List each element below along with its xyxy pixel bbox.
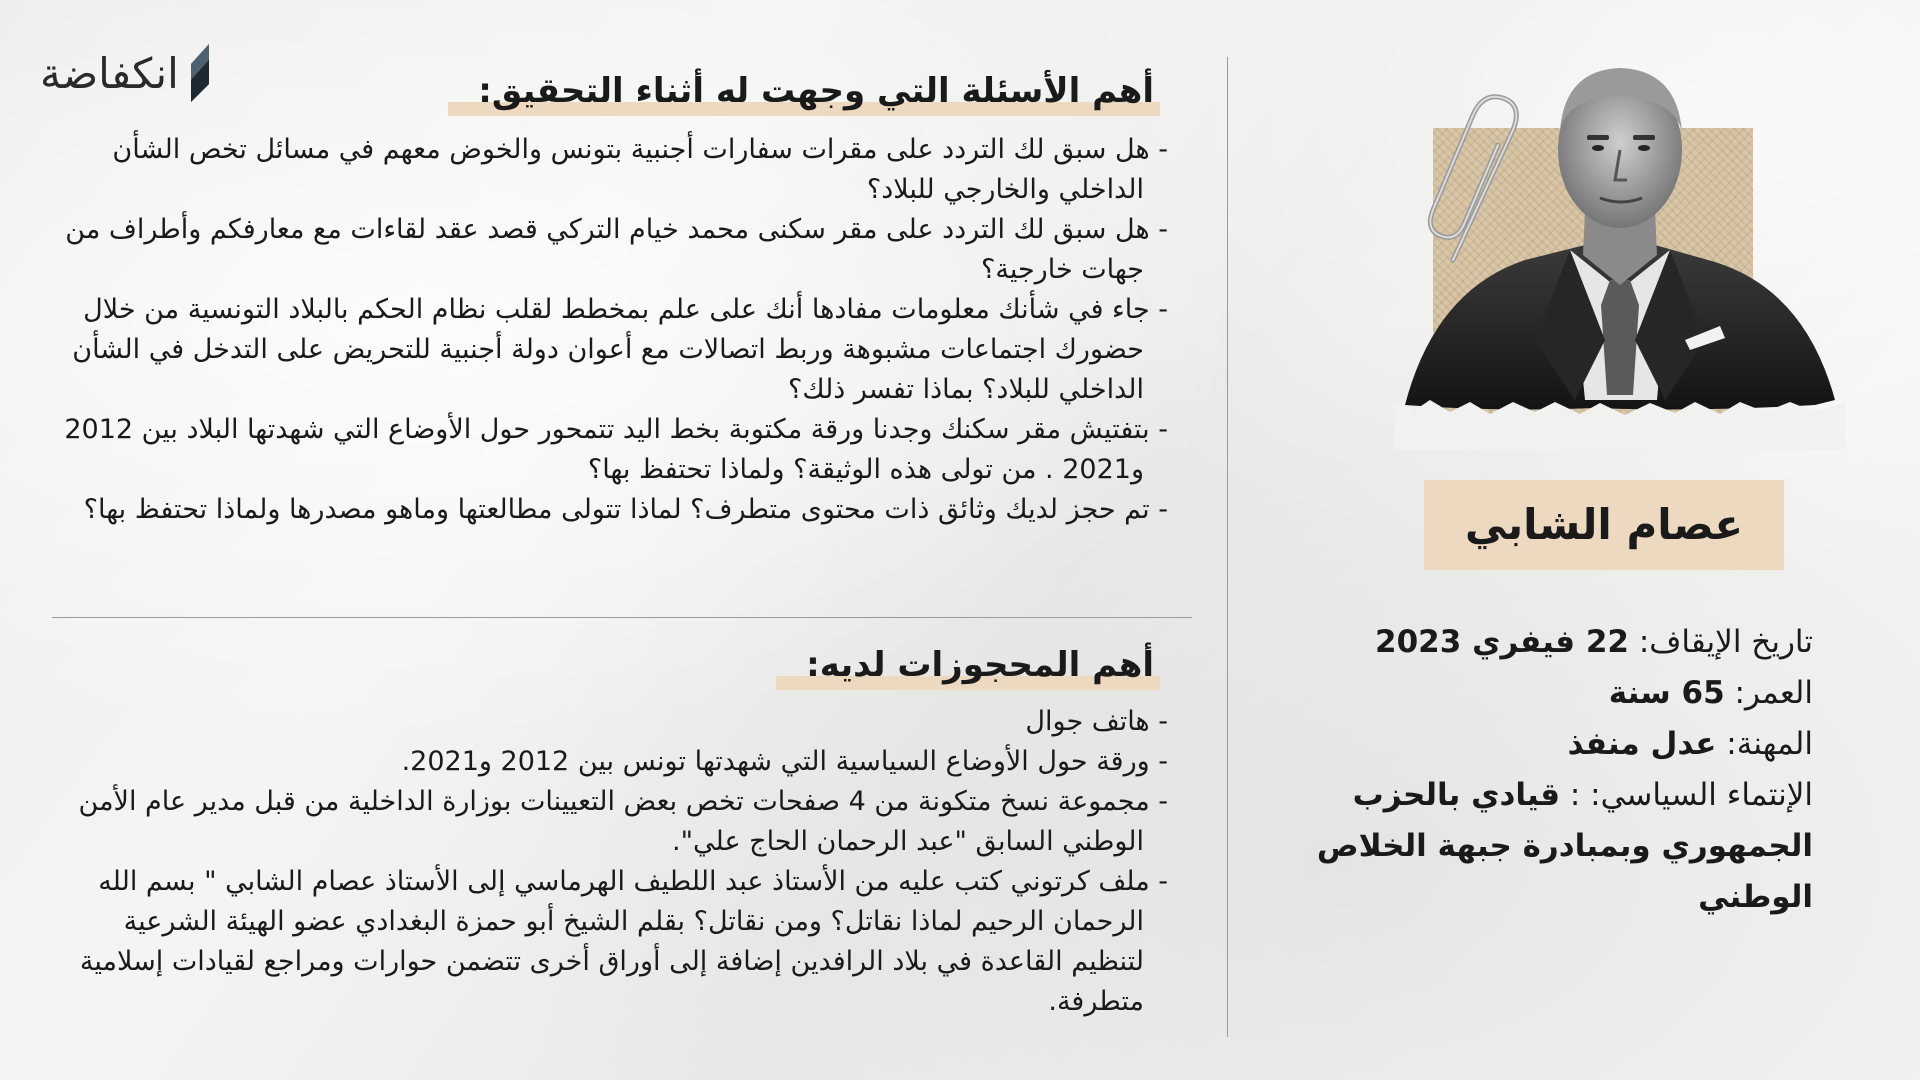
- questions-title: أهم الأسئلة التي وجهت له أثناء التحقيق:: [448, 66, 1160, 116]
- age-label: العمر:: [1724, 675, 1813, 711]
- political-affiliation-value: قيادي بالحزب الجمهوري وبمبادرة جبهة الخلاص الوطني: [1316, 777, 1813, 915]
- person-name: عصام الشابي: [1424, 480, 1784, 570]
- list-item: - ورقة حول الأوضاع السياسية التي شهدتها تونس بين 2012 و2021.: [401, 746, 1168, 777]
- list-item: - هاتف جوال: [1025, 706, 1168, 737]
- arrest-date-label: تاريخ الإيقاف:: [1628, 624, 1813, 660]
- seized-title: أهم المحجوزات لديه:: [776, 640, 1160, 690]
- arrest-date-row: [1253, 617, 1813, 668]
- age-row: [1253, 668, 1813, 719]
- list-item: - مجموعة نسخ متكونة من 4 صفحات تخص بعض التعيينات بوزارة الداخلية من قبل مدير عام الأمن الوطني السابق "عبد الرحمان الحاج علي".: [78, 786, 1168, 857]
- profession-label: المهنة:: [1716, 726, 1813, 762]
- profession-row: [1253, 719, 1813, 770]
- questions-list: [58, 130, 1168, 530]
- arrest-date-value: 22 فيفري 2023: [1375, 624, 1629, 660]
- age-value: 65 سنة: [1608, 675, 1725, 711]
- list-item: - هل سبق لك التردد على مقر سكنى محمد خيام التركي قصد عقد لقاءات مع معارفكم وأطراف من جهات خارجية؟: [65, 214, 1168, 285]
- profile-info: [1253, 617, 1813, 923]
- horizontal-divider: [52, 617, 1192, 618]
- list-item: - تم حجز لديك وثائق ذات محتوى متطرف؟ لماذا تتولى مطالعتها وماهو مصدرها ولماذا تحتفظ بها؟: [83, 494, 1168, 525]
- list-item: - هل سبق لك التردد على مقرات سفارات أجنبية بتونس والخوض معهم في مسائل تخص الشأن الداخلي والخارجي للبلاد؟: [112, 134, 1168, 205]
- paperclip-icon: [1423, 90, 1533, 280]
- political-affiliation-row: [1253, 770, 1813, 923]
- list-item: - جاء في شأنك معلومات مفادها أنك على علم بمخطط لقلب نظام الحكم بالبلاد التونسية من خلال حضورك اجتماعات مشبوهة وربط اتصالات مع أعوان دولة أجنبية للتحريض على التدخل في الشأن الداخلي للبلاد؟ بماذا تفسر ذلك؟: [72, 294, 1168, 405]
- portrait-photo: [1395, 40, 1845, 450]
- logo-text: انكفاضة: [40, 48, 179, 98]
- seized-list: [58, 702, 1168, 1022]
- questions-section: [58, 66, 1168, 530]
- list-item: - بتفتيش مقر سكنك وجدنا ورقة مكتوبة بخط اليد تتمحور حول الأوضاع التي شهدتها البلاد بين 2012 و2021 . من تولى هذه الوثيقة؟ ولماذا تحتفظ بها؟: [64, 414, 1168, 485]
- political-affiliation-label: الإنتماء السياسي: :: [1560, 777, 1813, 813]
- seized-section: [58, 640, 1168, 1022]
- profession-value: عدل منفذ: [1567, 726, 1717, 762]
- list-item: - ملف كرتوني كتب عليه من الأستاذ عبد اللطيف الهرماسي إلى الأستاذ عصام الشابي " بسم الله الرحمان الرحيم لماذا نقاتل؟ ومن نقاتل؟ بقلم الشيخ أبو حمزة البغدادي عضو الهيئة الشرعية لتنظيم القاعدة في بلاد الرافدين إضافة إلى أوراق أخرى تتضمن حوارات ومراجع لقيادات إسلامية متطرفة.: [79, 866, 1168, 1017]
- vertical-divider: [1227, 57, 1228, 1037]
